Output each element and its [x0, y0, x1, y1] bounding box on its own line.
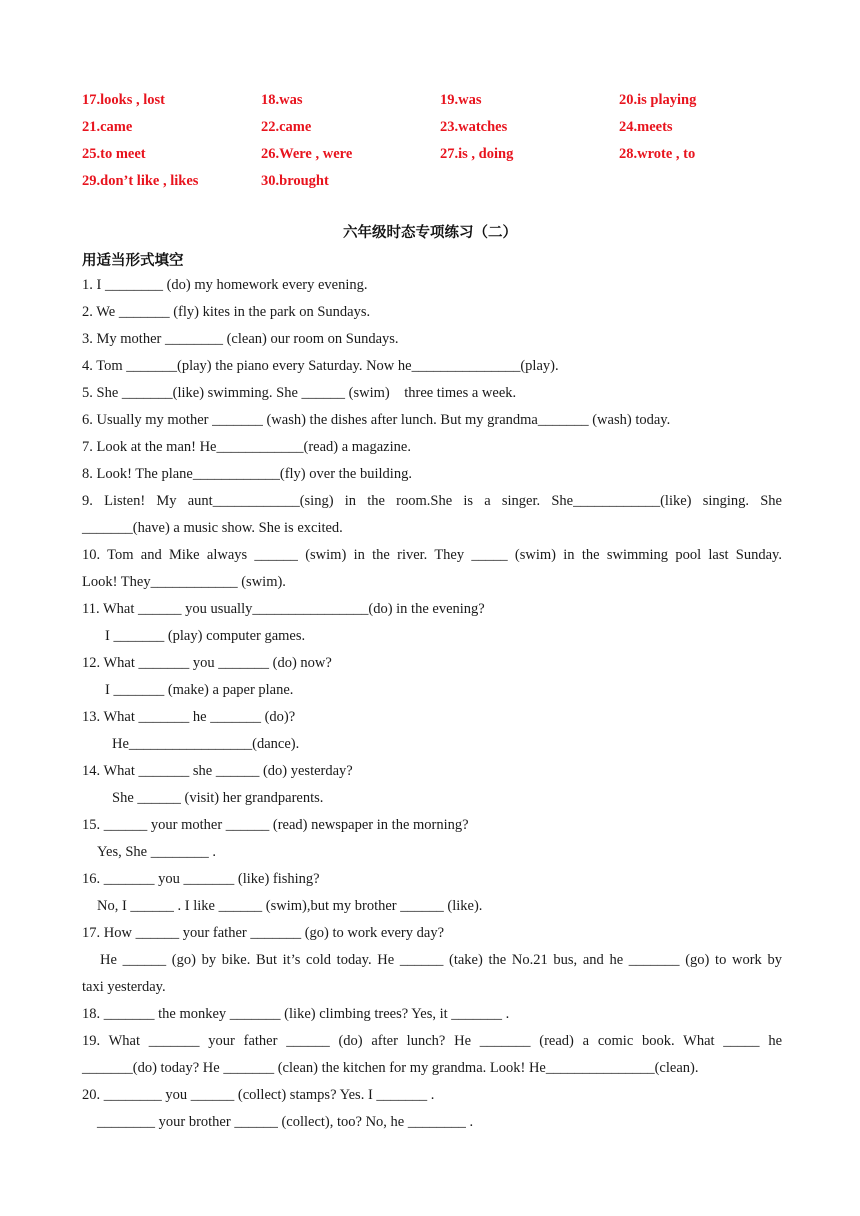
answer-item: 27.is , doing [440, 146, 514, 162]
exercise-title: 六年级时态专项练习（二） [343, 225, 517, 241]
exercise-line: He_________________(dance). [112, 736, 300, 752]
answer-item: 25.to meet [82, 146, 146, 162]
answer-item: 29.don’t like , likes [82, 173, 199, 189]
answer-row [82, 114, 802, 141]
answer-item: 22.came [261, 119, 312, 135]
exercise-line: 10. Tom and Mike always ______ (swim) in the river. They _____ (swim) in the swimming pool last Sunday. [82, 547, 782, 563]
exercise-line: 14. What _______ she ______ (do) yesterday? [82, 763, 353, 779]
exercise-line: 16. _______ you _______ (like) fishing? [82, 871, 320, 887]
exercise-line: 2. We _______ (fly) kites in the park on Sundays. [82, 304, 371, 320]
exercise-line: _______(do) today? He _______ (clean) the kitchen for my grandma. Look! He_______________(clean). [82, 1060, 699, 1076]
exercise-line: 19. What _______ your father ______ (do) after lunch? He _______ (read) a comic book. What _____ he [82, 1033, 782, 1049]
exercise-line: 20. ________ you ______ (collect) stamps? Yes. I _______ . [82, 1087, 435, 1103]
answer-item: 17.looks , lost [82, 92, 165, 108]
exercise-line: _______(have) a music show. She is excited. [82, 520, 343, 536]
exercise-line: No, I ______ . I like ______ (swim),but my brother ______ (like). [97, 898, 483, 914]
exercise-line: 5. She _______(like) swimming. She ______ (swim) three times a week. [82, 385, 517, 401]
exercise-line: 13. What _______ he _______ (do)? [82, 709, 296, 725]
answer-item: 26.Were , were [261, 146, 353, 162]
exercise-line: 15. ______ your mother ______ (read) newspaper in the morning? [82, 817, 469, 833]
answer-row [82, 141, 802, 168]
answer-item: 28.wrote , to [619, 146, 696, 162]
exercise-line: 3. My mother ________ (clean) our room on Sundays. [82, 331, 399, 347]
exercise-line: 1. I ________ (do) my homework every evening. [82, 277, 368, 293]
exercise-line: I _______ (play) computer games. [105, 628, 306, 644]
answer-item: 19.was [440, 92, 482, 108]
answer-item: 18.was [261, 92, 303, 108]
answer-item: 23.watches [440, 119, 508, 135]
exercise-line: 12. What _______ you _______ (do) now? [82, 655, 332, 671]
exercise-line: I _______ (make) a paper plane. [105, 682, 294, 698]
exercise-line: 6. Usually my mother _______ (wash) the dishes after lunch. But my grandma_______ (wash) today. [82, 412, 671, 428]
exercise-line: taxi yesterday. [82, 979, 166, 995]
answer-item: 21.came [82, 119, 133, 135]
answer-item: 30.brought [261, 173, 329, 189]
answer-row [82, 87, 802, 114]
exercise-line: 8. Look! The plane____________(fly) over the building. [82, 466, 412, 482]
answer-key [82, 87, 802, 195]
exercise-line: 7. Look at the man! He____________(read) a magazine. [82, 439, 411, 455]
exercise-line: 9. Listen! My aunt____________(sing) in the room.She is a singer. She____________(like) singing. She [82, 493, 782, 509]
answer-item: 20.is playing [619, 92, 697, 108]
exercise-line: 17. How ______ your father _______ (go) to work every day? [82, 925, 445, 941]
exercise-line: Look! They____________ (swim). [82, 574, 286, 590]
instruction-heading: 用适当形式填空 [82, 253, 184, 269]
exercise-line: He ______ (go) by bike. But it’s cold today. He ______ (take) the No.21 bus, and he _______ (go) to work by [100, 952, 782, 968]
exercise-line: 18. _______ the monkey _______ (like) climbing trees? Yes, it _______ . [82, 1006, 510, 1022]
exercise-line: 11. What ______ you usually________________(do) in the evening? [82, 601, 485, 617]
answer-item: 24.meets [619, 119, 673, 135]
exercise-line: 4. Tom _______(play) the piano every Saturday. Now he_______________(play). [82, 358, 559, 374]
answer-row [82, 168, 802, 195]
exercise-line: Yes, She ________ . [97, 844, 216, 860]
exercise-line: ________ your brother ______ (collect), too? No, he ________ . [97, 1114, 474, 1130]
exercise-line: She ______ (visit) her grandparents. [112, 790, 324, 806]
